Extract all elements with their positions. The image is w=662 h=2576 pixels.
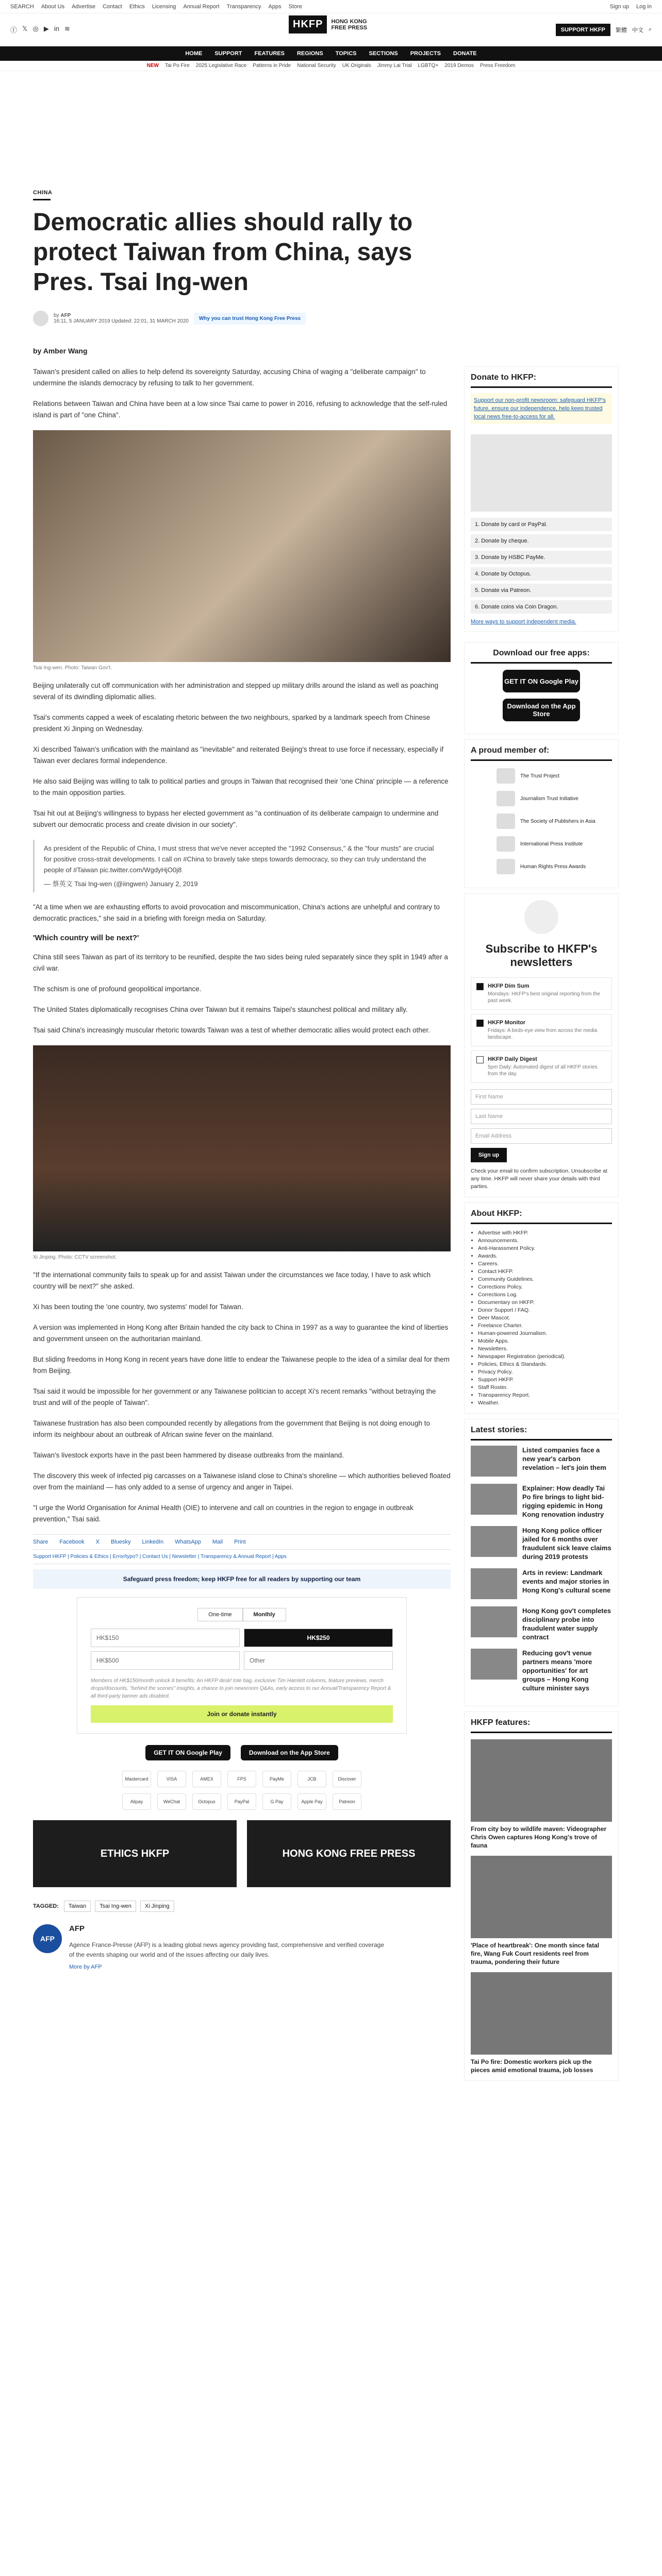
feature-image — [471, 1739, 612, 1822]
donate-option[interactable]: 1. Donate by card or PayPal. — [471, 518, 612, 531]
google-play-button[interactable]: GET IT ON Google Play — [503, 670, 580, 692]
article-paragraph: He also said Beijing was willing to talk to political parties and groups in Taiwan that recognised their 'one China' principle — a reference to the main opposition parties. — [33, 777, 449, 796]
newsletter-name: HKFP Daily Digest — [488, 1056, 537, 1062]
checkbox[interactable] — [476, 1020, 484, 1027]
donate-option[interactable]: 4. Donate by Octopus. — [471, 567, 612, 581]
payment-icon: Octopus — [192, 1793, 221, 1810]
newsletter-widget: Subscribe to HKFP's newsletters HKFP Dim Sum Mondays: HKFP's best original reporting from the past week. HKFP Monitor Fridays: A birds-eye view from across the media landscape. HKFP Daily Digest 5pm Daily: Automated digest of all HKFP stories from the day. First Name Last Name Email Address Sign up Check your email to confirm subscription. Unsubscribe at any time. HKFP will never share your details with third parties. — [464, 893, 619, 1197]
article-paragraph: Taiwanese frustration has also been compounded recently by allegations from the government that Beijing is not doing enough to inform its neighbour about an outbreak of African swine fever on the mainland. — [33, 1419, 430, 1438]
apps-widget: Download our free apps: GET IT ON Google Play Download on the App Store — [464, 642, 619, 734]
donation-form: One-time Monthly HK$150 HK$250 HK$500 Other Members of HK$150/month unlock 8 benefits: An HKFP desk! tote bag, exclusive Tim Hamlett columns, feature previews, merch drops/discounts, "behind the scenes" insights, a chance to join newsroom Q&As, early access to our Annual/Transparency Report & all third-party banner ads disabled. Join or donate instantly — [77, 1597, 407, 1734]
article-paragraph: China still sees Taiwan as part of its territory to be reunified, despite the two sides being ruled separately since they split in 1949 after a civil war. — [33, 953, 448, 972]
author-logo: AFP — [33, 1924, 62, 1953]
features-widget: HKFP features: From city boy to wildlife maven: Videographer Chris Owen captures Hong Kong's trove of fauna 'Place of heartbreak': One month since fatal fire, Wang Fuk Court residents reel from trauma, pondering their future Tai Po fire: Domestic workers pick up the pieces amid emotional trauma, job losses — [464, 1711, 619, 2081]
feature-title: Tai Po fire: Domestic workers pick up the pieces amid emotional trauma, job losses — [471, 2058, 593, 2074]
input-field[interactable]: First Name — [471, 1089, 612, 1105]
trending-link[interactable]: Tai Po Fire — [164, 63, 190, 69]
article-paragraph: A version was implemented in Hong Kong after Britain handed the city back to China in 1997 as a way to guarantee the kind of liberties and government unseen on the authoritarian mainland. — [33, 1324, 449, 1343]
member-logo-icon — [496, 859, 515, 874]
author-box: AFP AFP Agence France-Presse (AFP) is a leading global news agency providing fast, comprehensive and verified coverage of the events shaping our world and of the issues affecting our daily lives. More by AFP — [33, 1924, 451, 1970]
nav-item[interactable]: TOPICS — [335, 50, 357, 57]
member-name: International Press Institute — [520, 841, 583, 847]
member-badge[interactable] — [496, 836, 612, 852]
story-title: Explainer: How deadly Tai Po fire brings to light bid-rigging epidemic in Hong Kong renovation industry — [522, 1484, 605, 1518]
topbar-link[interactable]: Store — [288, 3, 302, 10]
amount-option[interactable]: Other — [244, 1651, 393, 1670]
newsletter-name: HKFP Monitor — [488, 1020, 526, 1026]
payment-icon: Discover — [333, 1771, 361, 1787]
sidebar — [464, 366, 619, 2081]
share-label: Share — [33, 1539, 48, 1545]
rss-icon[interactable]: ≋ — [64, 25, 70, 32]
article-paragraph: But sliding freedoms in Hong Kong in recent years have done little to endear the Taiwanese people to the idea of a similar deal for them from Beijing. — [33, 1355, 450, 1375]
nav-item[interactable]: DONATE — [453, 50, 477, 57]
nav-item[interactable]: SECTIONS — [369, 50, 398, 57]
topbar-link[interactable]: About Us — [41, 3, 65, 10]
support-button[interactable]: SUPPORT HKFP — [556, 24, 610, 36]
join-button[interactable]: Join or donate instantly — [91, 1705, 393, 1723]
about-link[interactable]: • Newsletters. — [478, 1345, 612, 1353]
topbar-link[interactable]: Licensing — [152, 3, 176, 10]
topbar-link[interactable]: Transparency — [226, 3, 261, 10]
story-item[interactable] — [471, 1526, 612, 1561]
payment-icon: PayMe — [262, 1771, 291, 1787]
story-title: Arts in review: Landmark events and major stories in Hong Kong's cultural scene — [522, 1569, 611, 1594]
about-link[interactable]: • Advertise with HKFP. — [478, 1229, 612, 1237]
linkedin-icon[interactable]: in — [54, 25, 59, 32]
share-link[interactable]: Facebook — [59, 1539, 85, 1545]
about-link[interactable]: • Announcements. — [478, 1237, 612, 1245]
story-item[interactable] — [471, 1484, 612, 1519]
share-link[interactable]: LinkedIn — [142, 1539, 164, 1545]
newsletter-desc: 5pm Daily: Automated digest of all HKFP stories from the day. — [488, 1064, 598, 1077]
story-title: Hong Kong police officer jailed for 6 months over fraudulent sick leave claims during 2019 protests — [522, 1527, 611, 1561]
payment-icon: PayPal — [227, 1793, 256, 1810]
article-title: Democratic allies should rally to protect Taiwan from China, says Pres. Tsai Ing-wen — [33, 209, 413, 296]
newsletter-desc: Fridays: A birds-eye view from across the media landscape. — [488, 1028, 598, 1040]
checkbox[interactable] — [476, 1056, 484, 1063]
about-link[interactable]: • Community Guidelines. — [478, 1276, 612, 1283]
photo-caption: Tsai Ing-wen. Photo: Taiwan Gov't. — [33, 665, 112, 671]
about-link[interactable]: • Donor Support / FAQ. — [478, 1307, 612, 1314]
story-item[interactable] — [471, 1606, 612, 1641]
tag-link[interactable]: Taiwan — [64, 1901, 91, 1912]
amount-option[interactable]: HK$500 — [91, 1651, 240, 1670]
membership-widget: A proud member of: The Trust Project Journalism Trust Initiative The Society of Publishers in Asia International Press Institute Human Rights Press Awards — [464, 739, 619, 888]
member-logo-icon — [496, 768, 515, 784]
article-paragraph: Xi has been touting the 'one country, two systems' model for Taiwan. — [33, 1303, 243, 1311]
about-link[interactable]: • Contact HKFP. — [478, 1268, 612, 1276]
payment-icon: Alipay — [122, 1793, 151, 1810]
promo-banner[interactable]: HONG KONG FREE PRESS — [247, 1820, 451, 1887]
donate-widget: Donate to HKFP: Support our non-profit newsroom: safeguard HKFP's future, ensure our independence, help keep trusted local news free-to-access for all. 1. Donate by card or PayPal. 2. Donate by cheque. 3. Donate by HSBC PayMe. 4. Donate by Octopus. 5. Donate via Patreon. 6. Donate coins via Coin Dragon. More ways to support independent media. — [464, 366, 619, 632]
language-toggle[interactable]: 繁體 — [615, 27, 627, 33]
byline: by Amber Wang — [33, 347, 88, 355]
instagram-icon[interactable]: ◎ — [32, 25, 39, 32]
trending-bar: NEW Tai Po Fire 2025 Legislative Race Patterns in Pride National Security UK Originals Jimmy Lai Trial LGBTQ+ 2019 Demos Press Freedom — [0, 61, 662, 71]
member-badge[interactable] — [496, 791, 612, 806]
share-link[interactable]: WhatsApp — [175, 1539, 201, 1545]
tsai-photo — [33, 430, 451, 662]
story-item[interactable] — [471, 1649, 612, 1692]
story-item[interactable] — [471, 1446, 612, 1477]
trending-link[interactable]: LGBTQ+ — [418, 63, 439, 69]
member-name: Journalism Trust Initiative — [520, 795, 578, 802]
app-store-button[interactable]: Download on the App Store — [241, 1745, 338, 1760]
share-bar — [33, 1534, 451, 1550]
trending-link[interactable]: 2019 Demos — [444, 63, 474, 69]
feature-item[interactable] — [471, 1739, 612, 1850]
payment-icon: Apple Pay — [297, 1793, 326, 1810]
about-link[interactable]: • Human-powered Journalism. — [478, 1330, 612, 1337]
article-paragraph: The discovery this week of infected pig carcasses on a Taiwanese island close to China's shoreline — which authorities believed floated over from the mainland — has only added to a sense of urgency and anger in Taipei. — [33, 1472, 451, 1491]
article-paragraph: The United States diplomatically recognises China over Taiwan but it remains Taipei's staunchest political and military ally. — [33, 1006, 408, 1013]
photo-caption: Xi Jinping. Photo: CCTV screenshot. — [33, 1255, 117, 1260]
article-body — [33, 366, 451, 2081]
nav-item[interactable]: PROJECTS — [410, 50, 441, 57]
newsletter-option[interactable] — [471, 1014, 612, 1046]
member-badge[interactable] — [496, 814, 612, 829]
story-item[interactable] — [471, 1568, 612, 1599]
about-link[interactable]: • Corrections Log. — [478, 1291, 612, 1299]
story-title: Reducing gov't venue partners means 'more opportunities' for art groups – Hong Kong culture minister says — [522, 1649, 592, 1692]
about-widget: About HKFP: • Advertise with HKFP. • Announcements. • Anti-Harassment Policy. • Awards. • Careers. • Contact HKFP. • Community Guidelines. • Corrections Policy. • Corrections Log. • Documentary on HKFP. • Donor Support / FAQ. • Deer Mascot. • Freelance Charter. • Human-powered Journalism. • Mobile Apps. • Newsletters. • Newspaper Registration (periodical). • Policies, Ethics & Standards. • Privacy Policy. • Support HKFP. • Staff Roster. • Transparency Report. • Weather. — [464, 1202, 619, 1414]
trending-link[interactable]: Press Freedom — [480, 63, 516, 69]
feature-item[interactable] — [471, 1972, 612, 2074]
story-title: Listed companies face a new year's carbon revelation – let's join them — [522, 1446, 606, 1471]
share-link[interactable]: Bluesky — [111, 1539, 131, 1545]
article-paragraph: "At a time when we are exhausting efforts to avoid provocation and miscommunication, China's actions are unhelpful and contrary to democratic practices," she said in a briefing with foreign media on Saturday. — [33, 903, 440, 922]
member-name: The Trust Project — [520, 773, 560, 779]
donate-banner[interactable]: Safeguard press freedom; keep HKFP free for all readers by supporting our team — [33, 1569, 451, 1589]
latest-stories: Latest stories: Listed companies face a new year's carbon revelation – let's join them Explainer: How deadly Tai Po fire brings to light bid-rigging epidemic in Hong Kong renovation industry Hong Kong police officer jailed for 6 months over fraudulent sick leave claims during 2019 protests Arts in review: Landmark events and major stories in Hong Kong's cultural scene Hong Kong gov't completes disciplinary probe into fraudulent water supply contract Reducing gov't venue partners means 'more opportunities' for art groups – Hong Kong culture minister says — [464, 1419, 619, 1706]
story-title: Hong Kong gov't completes disciplinary probe into fraudulent water supply contract — [522, 1607, 611, 1641]
donate-option[interactable]: 6. Donate coins via Coin Dragon. — [471, 600, 612, 614]
feature-image — [471, 1972, 612, 2055]
account-link[interactable]: Sign up — [609, 3, 630, 10]
app-store-button[interactable]: Download on the App Store — [503, 699, 580, 721]
article-paragraph: "If the international community fails to speak up for and assist Taiwan under the circumstances we face today, I have to ask which country will be next?" she asked. — [33, 1271, 431, 1290]
nav-item[interactable]: SUPPORT — [214, 50, 242, 57]
trending-link[interactable]: UK Originals — [342, 63, 371, 69]
story-thumbnail — [471, 1446, 517, 1477]
about-link[interactable]: • Corrections Policy. — [478, 1283, 612, 1291]
article-paragraph: The schism is one of profound geopolitical importance. — [33, 985, 202, 993]
trending-link[interactable]: Jimmy Lai Trial — [377, 63, 412, 69]
tag-link[interactable]: Tsai Ing-wen — [95, 1901, 136, 1912]
article-paragraph: Beijing unilaterally cut off communication with her administration and stepped up military drills around the island as well as poaching several of its dwindling diplomatic allies. — [33, 682, 439, 701]
donate-option[interactable]: 2. Donate by cheque. — [471, 534, 612, 548]
about-link[interactable]: • Transparency Report. — [478, 1392, 612, 1399]
payment-icon: JCB — [297, 1771, 326, 1787]
trending-link[interactable]: National Security — [297, 63, 336, 69]
story-thumbnail — [471, 1526, 517, 1557]
share-link[interactable]: Print — [234, 1539, 246, 1545]
about-link[interactable]: • Anti-Harassment Policy. — [478, 1245, 612, 1252]
newsletter-emblem — [524, 900, 558, 934]
member-name: Human Rights Press Awards — [520, 863, 586, 870]
x-icon[interactable]: 𝕏 — [22, 25, 28, 32]
top-utility-bar — [0, 0, 662, 13]
member-logo-icon — [496, 836, 515, 852]
topbar-link[interactable]: Contact — [102, 3, 122, 10]
payment-icon: WeChat — [157, 1793, 186, 1810]
story-thumbnail — [471, 1606, 517, 1637]
payment-icon: G Pay — [262, 1793, 291, 1810]
frequency-tab[interactable]: Monthly — [243, 1608, 286, 1621]
payment-icon: Patreon — [333, 1793, 361, 1810]
feature-image — [471, 1856, 612, 1938]
member-badge[interactable] — [496, 859, 612, 874]
payment-icon: AMEX — [192, 1771, 221, 1787]
member-badge[interactable] — [496, 768, 612, 784]
share-link[interactable]: Mail — [212, 1539, 223, 1545]
article-paragraph: Taiwan's president called on allies to help defend its sovereignty Saturday, accusing China of waging a "deliberate campaign" to undermine the islands democracy by refusing to talk to her government. — [33, 368, 426, 387]
article-paragraph: Relations between Taiwan and China have been at a low since Tsai came to power in 2016, refusing to acknowledge that the self-ruled island is part of "one China". — [33, 400, 448, 419]
checkbox[interactable] — [476, 983, 484, 990]
article-paragraph: "I urge the World Organisation for Animal Health (OIE) to intervene and call on countries in the region to engage in outbreak prevention," Tsai said. — [33, 1504, 413, 1523]
member-logo-icon — [496, 791, 515, 806]
facebook-icon[interactable]: ⓕ — [10, 26, 18, 34]
payment-icon: FPS — [227, 1771, 256, 1787]
donate-option[interactable]: 5. Donate via Patreon. — [471, 584, 612, 597]
topbar-link[interactable]: Apps — [268, 3, 282, 10]
article-paragraph: Taiwan's livestock exports have in the past been hammered by disease outbreaks from the mainland. — [33, 1451, 344, 1459]
about-link[interactable]: • Awards. — [478, 1252, 612, 1260]
tags-row: TAGGED: Taiwan Tsai Ing-wen Xi Jinping — [33, 1901, 451, 1912]
feature-item[interactable] — [471, 1856, 612, 1966]
brand-bar — [0, 13, 662, 46]
about-link[interactable]: • Mobile Apps. — [478, 1337, 612, 1345]
edition-link[interactable]: 中文 — [632, 27, 643, 33]
nav-item[interactable]: HOME — [185, 50, 203, 57]
about-link[interactable]: • Support HKFP. — [478, 1376, 612, 1384]
about-link[interactable]: • Weather. — [478, 1399, 612, 1407]
tag-link[interactable]: Xi Jinping — [140, 1901, 174, 1912]
story-thumbnail — [471, 1649, 517, 1680]
article-paragraph: Tsai said it would be impossible for her government or any Taiwanese politician to accept Xi's recent remarks "without betraying the trust and will of the people of Taiwan". — [33, 1387, 436, 1406]
article-category[interactable]: CHINA — [33, 190, 53, 196]
newsletter-desc: Mondays: HKFP's best original reporting from the past week. — [488, 991, 601, 1004]
about-link[interactable]: • Careers. — [478, 1260, 612, 1268]
more-by-author-link[interactable]: More by AFP — [69, 1964, 102, 1970]
input-field[interactable]: Last Name — [471, 1109, 612, 1124]
story-thumbnail — [471, 1484, 517, 1515]
newsletter-option[interactable] — [471, 977, 612, 1010]
about-link[interactable]: • Newspaper Registration (periodical). — [478, 1353, 612, 1361]
search-icon[interactable]: ⌕ — [648, 26, 652, 32]
input-field[interactable]: Email Address — [471, 1128, 612, 1144]
about-link[interactable]: • Staff Roster. — [478, 1384, 612, 1392]
feature-title: From city boy to wildlife maven: Videographer Chris Owen captures Hong Kong's trove of fauna — [471, 1825, 607, 1849]
google-play-button[interactable]: GET IT ON Google Play — [145, 1745, 230, 1760]
xi-photo — [33, 1045, 451, 1251]
social-links — [10, 25, 70, 35]
footer-links[interactable]: Support HKFP | Policies & Ethics | Error/typo? | Contact Us | Newsletter | Transparency & Annual Report | Apps — [33, 1550, 451, 1564]
story-thumbnail — [471, 1568, 517, 1599]
article-paragraph: Tsai hit out at Beijing's willingness to bypass her elected government as "a continuation of its deliberate campaign to undermine and subvert our democratic process and create division in our society". — [33, 809, 439, 828]
main-nav — [0, 46, 662, 61]
amount-option[interactable]: HK$150 — [91, 1629, 240, 1647]
topbar-link[interactable]: Ethics — [129, 3, 145, 10]
account-link[interactable]: Log in — [636, 3, 652, 10]
donate-option[interactable]: 3. Donate by HSBC PayMe. — [471, 551, 612, 564]
site-logo[interactable]: HKFP HONG KONG FREE PRESS — [289, 15, 367, 33]
about-link[interactable]: • Freelance Charter. — [478, 1322, 612, 1330]
subheading: 'Which country will be next?' — [33, 934, 139, 942]
about-link[interactable]: • Documentary on HKFP. — [478, 1299, 612, 1307]
feature-title: 'Place of heartbreak': One month since fatal fire, Wang Fuk Court residents reel from trauma, pondering their future — [471, 1942, 600, 1965]
newsletter-option[interactable] — [471, 1050, 612, 1083]
embedded-tweet: As president of the Republic of China, I must stress that we've never accepted the "1992 Consensus," & the "four musts" are crucial for positive cross-strait developments. I call on #China to bravely take steps towards democracy, so they can truly understand the people of #Taiwan pic.twitter.com/WgdyHjO0j8 — 蔡英文 Tsai Ing-wen (@iingwen) January 2, 2019 — [33, 840, 451, 892]
about-link[interactable]: • Privacy Policy. — [478, 1368, 612, 1376]
trending-link[interactable]: 2025 Legislative Race — [195, 63, 247, 69]
trust-link[interactable]: Why you can trust Hong Kong Free Press — [194, 313, 306, 325]
frequency-tab[interactable]: One-time — [197, 1608, 242, 1621]
about-link[interactable]: • Deer Mascot. — [478, 1314, 612, 1322]
article-paragraph: Tsai's comments capped a week of escalating rhetoric between the two neighbours, sparked by a landmark speech from Chinese president Xi Jinping on Wednesday. — [33, 714, 431, 733]
payment-icon: Mastercard — [122, 1771, 151, 1787]
article-paragraph: Tsai said China's increasingly muscular rhetoric towards Taiwan was a test of whether democratic allies would protect each other. — [33, 1026, 430, 1034]
signup-button[interactable]: Sign up — [471, 1148, 507, 1162]
payment-icon: VISA — [157, 1771, 186, 1787]
promo-banner[interactable]: ETHICS HKFP — [33, 1820, 237, 1887]
youtube-icon[interactable]: ▶ — [43, 25, 49, 32]
article-meta: by AFP 16:11, 5 JANUARY 2019 Updated: 22:01, 31 MARCH 2020 Why you can trust Hong Kong Free Press — [33, 311, 629, 326]
trending-link[interactable]: Patterns in Pride — [253, 63, 291, 69]
about-link[interactable]: • Policies, Ethics & Standards. — [478, 1361, 612, 1368]
donate-image — [471, 434, 612, 512]
topbar-link[interactable]: Advertise — [72, 3, 95, 10]
member-name: The Society of Publishers in Asia — [520, 818, 595, 824]
nav-item[interactable]: REGIONS — [296, 50, 323, 57]
amount-option[interactable]: HK$250 — [244, 1629, 393, 1647]
newsletter-name: HKFP Dim Sum — [488, 983, 529, 989]
nav-item[interactable]: FEATURES — [254, 50, 285, 57]
author-avatar — [33, 311, 48, 326]
article-paragraph: Xi described Taiwan's unification with the mainland as "inevitable" and reiterated Beijing's threat to use force if necessary, especially if Taiwan ever declares formal independence. — [33, 745, 444, 765]
member-logo-icon — [496, 814, 515, 829]
topbar-link[interactable]: SEARCH — [10, 3, 34, 10]
topbar-link[interactable]: Annual Report — [183, 3, 220, 10]
share-link[interactable]: X — [95, 1539, 100, 1545]
